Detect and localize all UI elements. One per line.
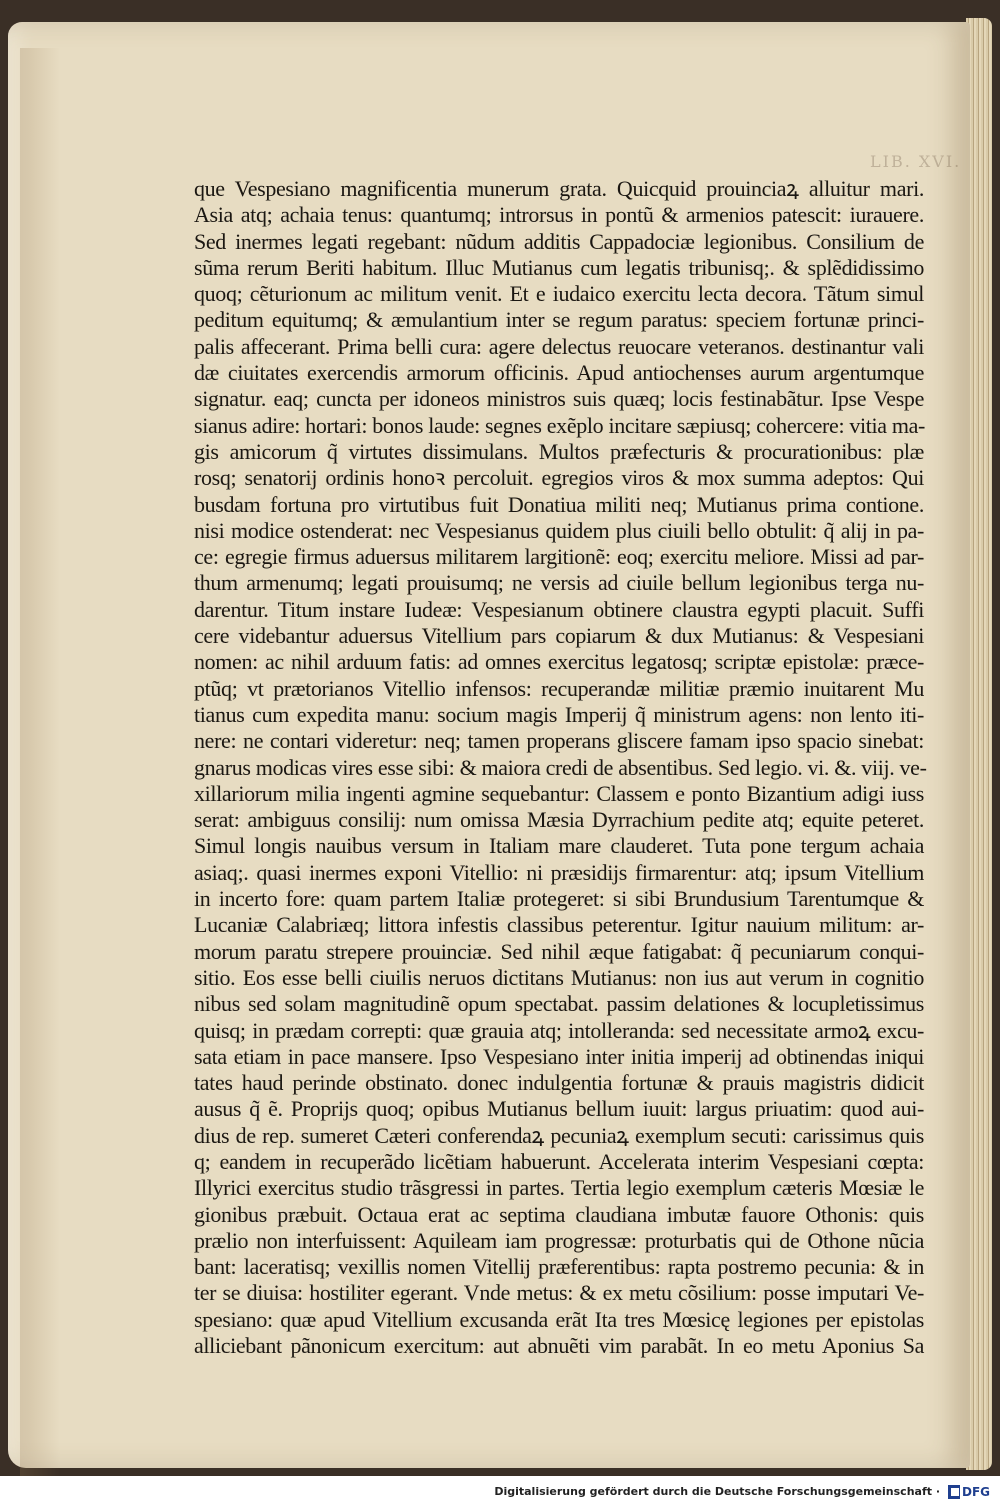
text-line: nisi modice ostenderat: nec Vespesianus quidem plus ciuili bello obtulit: q̃ alij in pa- <box>194 517 924 543</box>
text-line: gionibus præbuit. Octaua erat ac septima claudiana imbutæ fauore Othonis: quis <box>194 1201 924 1227</box>
text-line: Asia atq; achaia tenus: quantumq; introrsus in pontũ & armenios patescit: iurauere. <box>194 202 924 228</box>
text-line: bant: laceratisq; vexillis nomen Vitellij præferentibus: rapta postremo pecunia: & in <box>194 1254 924 1280</box>
text-line: sitio. Eos esse belli ciuilis neruos dictitans Mutianus: non ius aut verum in cognitio <box>194 964 924 990</box>
text-line: prælio non interfuissent: Aquileam iam progressæ: proturbatis qui de Othone nũcia <box>194 1227 924 1253</box>
text-line: que Vespesiano magnificentia munerum grata. Quicquid prouinciaꝝ alluitur mari. <box>194 176 924 201</box>
text-line: gis amicorum q̃ virtutes dissimulans. Multos præfecturis & procurationibus: plæ <box>194 438 924 464</box>
text-line: dius de rep. sumeret Cæteri conferendaꝝ pecuniaꝝ exemplum secuti: carissimus quis <box>194 1122 924 1148</box>
text-line: q; eandem in recuperãdo licẽtiam habuerunt. Accelerata interim Vespesiani cœpta: <box>194 1148 924 1174</box>
text-line: darentur. Titum instare Iudeæ: Vespesianum obtinere claustra egypti placuit. Suffi <box>194 596 924 622</box>
text-line: dæ ciuitates exercendis armorum officinis. Apud antiochenses aurum argentumque <box>194 360 924 386</box>
text-line: alliciebant pãnonicum exercitum: aut abnuẽti vim parabãt. In eo metu Aponius Sa <box>194 1333 924 1359</box>
text-line: Sed inermes legati regebant: nũdum additis Cappadociæ legionibus. Consilium de <box>194 228 924 254</box>
text-line: busdam fortuna pro virtutibus fuit Donatiua militi neq; Mutianus prima contione. <box>194 491 924 517</box>
text-line: gnarus modicas vires esse sibi: & maiora credi de absentibus. Sed legio. vi. &. viij. ve- <box>194 754 927 780</box>
text-line: asiaq;. quasi inermes exponi Vitellio: ni præsidijs firmarentur: atq; ipsum Vitellium <box>194 859 924 885</box>
text-line: cere videbantur aduersus Vitellium pars copiarum & dux Mutianus: & Vespesiani <box>194 623 924 649</box>
running-head: LIB. XVI. <box>870 152 962 171</box>
text-line: Illyrici exercitus studio trãsgressi in partes. Tertia legio exemplum cæteris Mœsiæ le <box>194 1175 924 1201</box>
text-line: quoq; cẽturionum ac militum venit. Et e iudaico exercitu lecta decora. Tãtum simul <box>194 281 924 307</box>
text-line: rosq; senatorij ordinis honoꝛ percoluit. egregios viros & mox summa adeptos: Qui <box>194 465 924 491</box>
text-line: signatur. eaq; cuncta per idoneos ministros suis quæq; locis festinabãtur. Ipse Vespe <box>194 386 924 412</box>
text-line: ptũq; vt prætorianos Vitellio infensos: recuperandæ militiæ præmio inuitarent Mu <box>194 675 924 701</box>
dfg-logo <box>948 1483 990 1501</box>
book-page <box>8 22 970 1468</box>
dfg-mark-icon <box>948 1485 960 1499</box>
text-line: tates haud perinde obstinato. donec indulgentia fortunæ & prauis magistris didicit <box>194 1070 924 1096</box>
text-line: Simul longis nauibus versum in Italiam mare clauderet. Tuta pone tergum achaia <box>194 833 924 859</box>
text-line: palis affecerant. Prima belli cura: agere delectus reuocare veteranos. destinantur vali <box>194 333 924 359</box>
text-line: ce: egregie firmus aduersus militarem largitionẽ: eoq; exercitu meliore. Missi ad par- <box>194 544 924 570</box>
text-line: peditum equitumq; & æmulantium inter se regum paratus: speciem fortunæ princi- <box>194 307 924 333</box>
text-line: quisq; in prædam correpti: quæ grauia atq; intolleranda: sed necessitate armoꝝ excu- <box>194 1017 924 1043</box>
text-line: spesiano: quæ apud Vitellium excusanda erãt Ita tres Mœsicę legiones per epistolas <box>194 1306 924 1332</box>
text-line: thum armenumq; legati prouisumq; ne versis ad ciuile bellum legionibus terga nu- <box>194 570 924 596</box>
text-line: sata etiam in pace mansere. Ipso Vespesiano inter initia imperij ad obtinendas iniqui <box>194 1043 924 1069</box>
funding-credit: Digitalisierung gefördert durch die Deutsche Forschungsgemeinschaft · <box>494 1485 940 1498</box>
text-line: Lucaniæ Calabriæq; littora infestis classibus peterentur. Igitur nauium militum: ar- <box>194 912 924 938</box>
dfg-logo-text: DFG <box>961 1485 990 1499</box>
text-line: ter se diuisa: hostiliter egerant. Vnde metus: & ex metu cõsilium: posse imputari Ve- <box>194 1280 924 1306</box>
text-line: serat: ambiguus consilij: num omissa Mæsia Dyrrachium pedite atq; equite peteret. <box>194 807 924 833</box>
text-line: in incerto fore: quam partem Italiæ protegeret: si sibi Brundusium Tarentumque & <box>194 886 924 912</box>
text-line: nibus sed solam magnitudinẽ opum spectabat. passim delationes & locupletissimus <box>194 991 924 1017</box>
spine-shadow <box>20 48 60 1486</box>
text-line: ausus q̃ ẽ. Proprijs quoq; opibus Mutianus bellum iuuit: largus priuatim: quod aui- <box>194 1096 924 1122</box>
footer-bar <box>0 1476 1000 1509</box>
text-block <box>194 176 927 1359</box>
text-line: sũma rerum Beriti habitum. Illuc Mutianus cum legatis tribunisq;. & splẽdidissimo <box>194 254 924 280</box>
text-line: tianus cum expedita manu: socium magis Imperij q̃ ministrum agens: non lento iti- <box>194 701 924 727</box>
text-line: nere: ne contari videretur: neq; tamen properans gliscere famam ipso spacio sinebat: <box>194 728 924 754</box>
text-line: nomen: ac nihil arduum fatis: ad omnes exercitus legatosq; scriptæ epistolæ: præce- <box>194 649 924 675</box>
text-line: morum paratu strepere prouinciæ. Sed nihil æque fatigabat: q̃ pecuniarum conqui- <box>194 938 924 964</box>
text-line: sianus adire: hortari: bonos laude: segnes exẽplo incitare sæpiusq; cohercere: vitia ma- <box>194 412 926 438</box>
text-line: xillariorum milia ingenti agmine sequebantur: Classem e ponto Bizantium adigi iuss <box>194 780 924 806</box>
